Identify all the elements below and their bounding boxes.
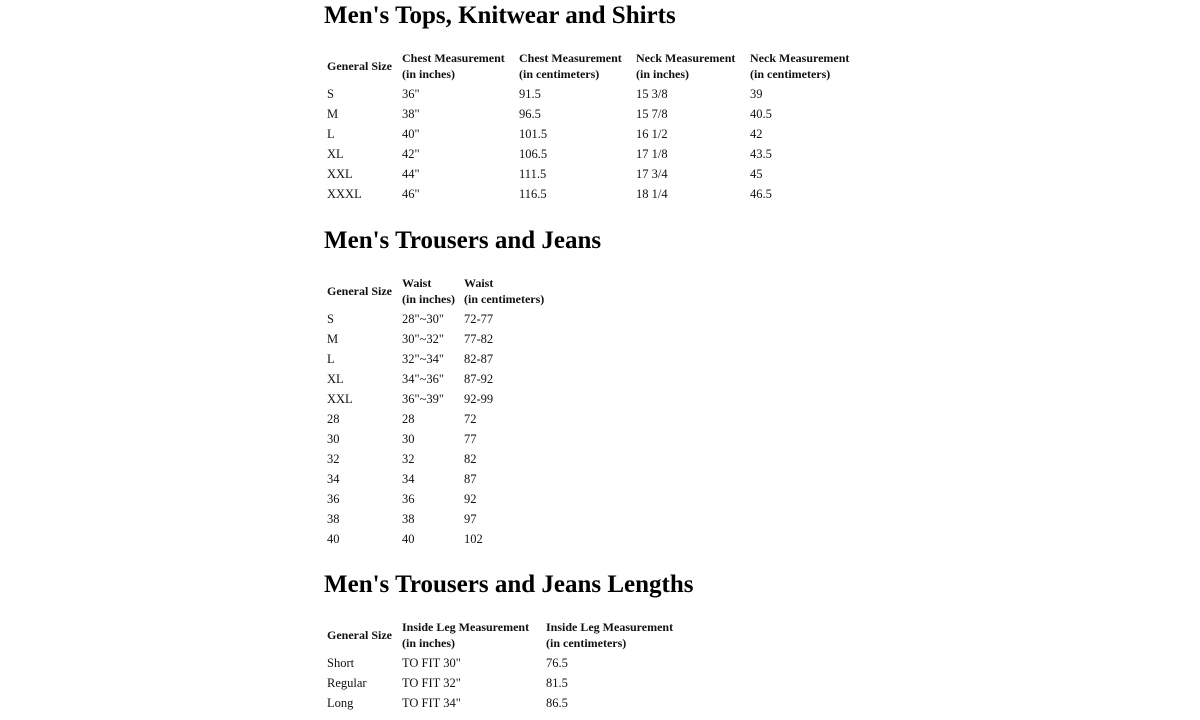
size-label-cell: M (327, 332, 339, 346)
column-header (325, 48, 400, 84)
measurement-cell: 17 1/8 (636, 147, 668, 161)
column-header (462, 273, 557, 309)
column-header-unit: (in centimeters) (519, 67, 600, 81)
lengths-section (324, 571, 694, 713)
column-header-label: Inside Leg Measurement (402, 620, 530, 634)
size-label-cell: Regular (327, 676, 367, 690)
measurement-cell: 92-99 (464, 392, 494, 406)
measurement-cell: 15 3/8 (636, 87, 668, 101)
column-header (325, 617, 400, 653)
size-label-cell: 36 (327, 492, 340, 506)
table-row (325, 184, 862, 204)
measurement-cell: 28"~30" (402, 312, 444, 326)
column-header-label: General Size (327, 284, 392, 298)
lengths-size-table (325, 617, 688, 713)
measurement-cell: 82-87 (464, 352, 494, 366)
measurement-cell: 42 (750, 127, 763, 141)
measurement-cell: 97 (464, 512, 477, 526)
measurement-cell: 32 (402, 452, 415, 466)
table-row (325, 349, 557, 369)
measurement-cell: 16 1/2 (636, 127, 668, 141)
size-label-cell: 38 (327, 512, 340, 526)
measurement-cell: 38" (402, 107, 420, 121)
measurement-cell: 82 (464, 452, 477, 466)
size-label-cell: 30 (327, 432, 340, 446)
measurement-cell: 18 1/4 (636, 187, 668, 201)
column-header-unit: (in inches) (402, 292, 456, 306)
trousers-heading: Men's Trousers and Jeans (324, 227, 602, 254)
column-header-unit: (in centimeters) (750, 67, 831, 81)
column-header (400, 273, 462, 309)
measurement-cell: 102 (464, 532, 483, 546)
table-row (325, 653, 688, 673)
size-label-cell: XXXL (327, 187, 362, 201)
measurement-cell: 40 (402, 532, 415, 546)
table-header-row (325, 48, 862, 84)
column-header-label: Waist (402, 276, 432, 290)
table-row (325, 144, 862, 164)
measurement-cell: 44" (402, 167, 420, 181)
measurement-cell: 39 (750, 87, 763, 101)
size-label-cell: XL (327, 147, 344, 161)
column-header (400, 617, 544, 653)
size-label-cell: L (327, 352, 335, 366)
measurement-cell: 45 (750, 167, 763, 181)
column-header-label: Waist (464, 276, 494, 290)
measurement-cell: 34 (402, 472, 415, 486)
table-row (325, 469, 557, 489)
table-row (325, 489, 557, 509)
table-row (325, 329, 557, 349)
column-header-label: General Size (327, 59, 392, 73)
size-label-cell: XXL (327, 392, 353, 406)
table-row (325, 509, 557, 529)
table-row (325, 389, 557, 409)
table-row (325, 673, 688, 693)
measurement-cell: 42" (402, 147, 420, 161)
measurement-cell: TO FIT 30" (402, 656, 461, 670)
measurement-cell: 15 7/8 (636, 107, 668, 121)
column-header-label: Neck Measurement (750, 51, 850, 65)
measurement-cell: 81.5 (546, 676, 568, 690)
tops-size-table (325, 48, 862, 204)
measurement-cell: 106.5 (519, 147, 548, 161)
table-row (325, 369, 557, 389)
measurement-cell: 101.5 (519, 127, 548, 141)
table-row (325, 309, 557, 329)
measurement-cell: 36 (402, 492, 415, 506)
measurement-cell: 32"~34" (402, 352, 444, 366)
measurement-cell: 43.5 (750, 147, 772, 161)
size-label-cell: XXL (327, 167, 353, 181)
tops-section (324, 2, 862, 204)
table-row (325, 409, 557, 429)
measurement-cell: 34"~36" (402, 372, 444, 386)
measurement-cell: 87 (464, 472, 477, 486)
measurement-cell: 46.5 (750, 187, 772, 201)
measurement-cell: 91.5 (519, 87, 541, 101)
measurement-cell: 77-82 (464, 332, 494, 346)
trousers-size-table (325, 273, 557, 549)
table-row (325, 529, 557, 549)
table-row (325, 104, 862, 124)
size-label-cell: 32 (327, 452, 340, 466)
measurement-cell: 72-77 (464, 312, 494, 326)
measurement-cell: 46" (402, 187, 420, 201)
column-header (634, 48, 748, 84)
measurement-cell: 38 (402, 512, 415, 526)
size-label-cell: 40 (327, 532, 340, 546)
trousers-section (324, 227, 601, 549)
measurement-cell: 92 (464, 492, 477, 506)
size-label-cell: Long (327, 696, 354, 710)
column-header-unit: (in inches) (636, 67, 690, 81)
measurement-cell: 36" (402, 87, 420, 101)
size-label-cell: XL (327, 372, 344, 386)
table-header-row (325, 273, 557, 309)
column-header-label: Neck Measurement (636, 51, 736, 65)
measurement-cell: 76.5 (546, 656, 568, 670)
measurement-cell: 28 (402, 412, 415, 426)
column-header (544, 617, 688, 653)
size-label-cell: S (327, 87, 334, 101)
column-header-label: Chest Measurement (402, 51, 505, 65)
size-label-cell: Short (327, 656, 355, 670)
size-label-cell: L (327, 127, 335, 141)
table-header-row (325, 617, 688, 653)
size-label-cell: M (327, 107, 339, 121)
table-row (325, 164, 862, 184)
column-header (748, 48, 862, 84)
measurement-cell: 30"~32" (402, 332, 444, 346)
measurement-cell: 86.5 (546, 696, 568, 710)
table-row (325, 693, 688, 713)
measurement-cell: 40" (402, 127, 420, 141)
measurement-cell: 40.5 (750, 107, 772, 121)
measurement-cell: TO FIT 32" (402, 676, 461, 690)
column-header-unit: (in inches) (402, 67, 456, 81)
column-header-unit: (in inches) (402, 636, 456, 650)
measurement-cell: 77 (464, 432, 477, 446)
table-row (325, 84, 862, 104)
measurement-cell: 96.5 (519, 107, 541, 121)
table-row (325, 449, 557, 469)
tops-heading: Men's Tops, Knitwear and Shirts (324, 2, 676, 29)
column-header-label: Inside Leg Measurement (546, 620, 674, 634)
column-header (325, 273, 400, 309)
measurement-cell: 36"~39" (402, 392, 444, 406)
measurement-cell: 17 3/4 (636, 167, 668, 181)
table-row (325, 429, 557, 449)
column-header-unit: (in centimeters) (464, 292, 545, 306)
column-header (517, 48, 634, 84)
measurement-cell: 116.5 (519, 187, 547, 201)
column-header (400, 48, 517, 84)
column-header-label: Chest Measurement (519, 51, 622, 65)
column-header-label: General Size (327, 628, 392, 642)
measurement-cell: 30 (402, 432, 415, 446)
size-label-cell: S (327, 312, 334, 326)
table-row (325, 124, 862, 144)
measurement-cell: TO FIT 34" (402, 696, 461, 710)
measurement-cell: 111.5 (519, 167, 547, 181)
measurement-cell: 72 (464, 412, 477, 426)
lengths-heading: Men's Trousers and Jeans Lengths (324, 571, 694, 598)
column-header-unit: (in centimeters) (546, 636, 627, 650)
measurement-cell: 87-92 (464, 372, 494, 386)
size-label-cell: 28 (327, 412, 340, 426)
size-label-cell: 34 (327, 472, 340, 486)
